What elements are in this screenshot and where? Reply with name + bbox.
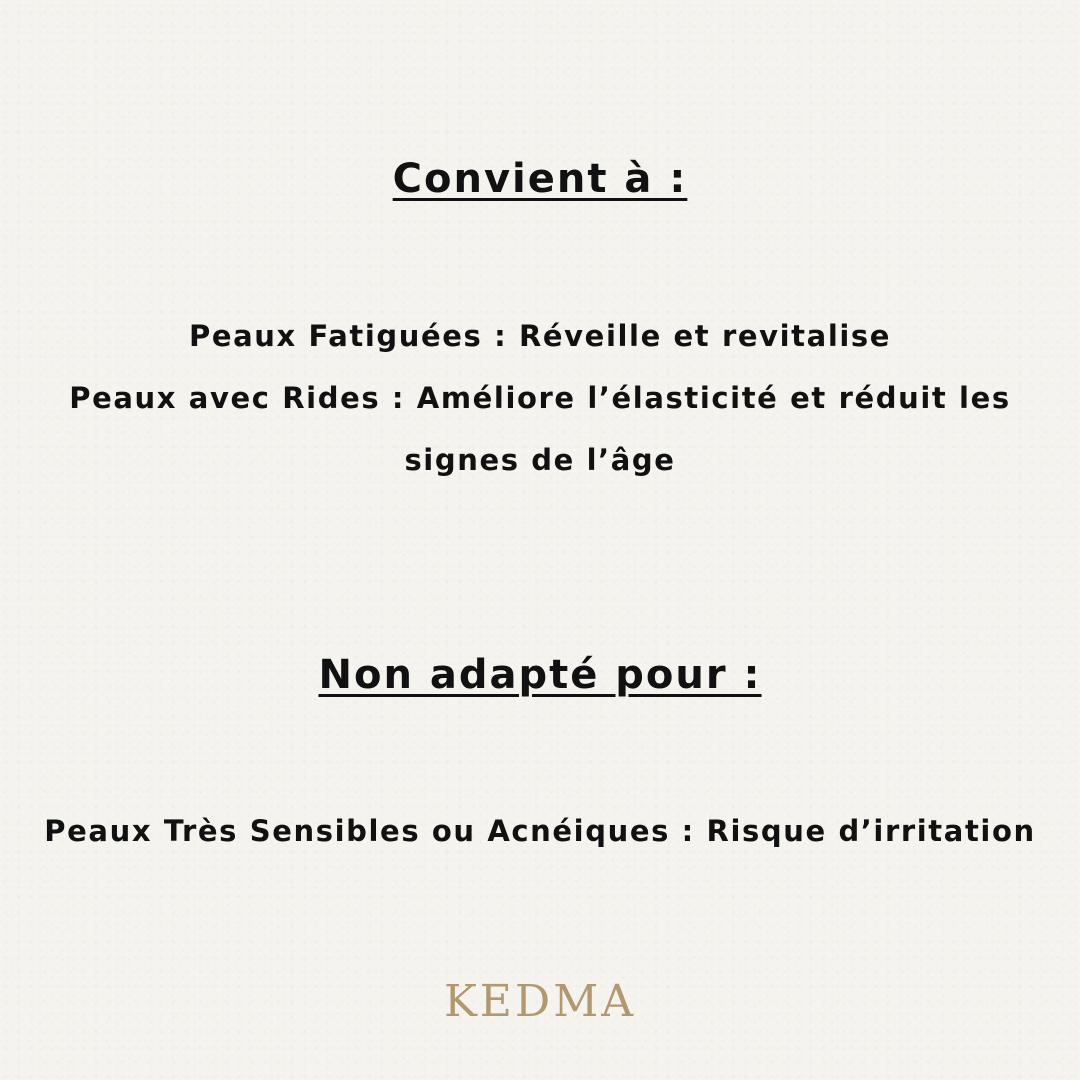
unsuitable-list (20, 800, 1060, 862)
suitable-list (20, 305, 1060, 491)
unsuitable-item-sensitive-skin: Peaux Très Sensibles ou Acnéiques : Risque d’irritation (44, 814, 1036, 848)
unsuitable-heading-text: Non adapté pour : (318, 652, 762, 698)
brand-logo: KEDMA (443, 976, 637, 1027)
suitable-heading-text: Convient à : (392, 156, 688, 202)
unsuitable-heading (0, 651, 1080, 699)
suitable-item-wrinkled-skin: Peaux avec Rides : Améliore l’élasticité et réduit les signes de l’âge (69, 381, 1011, 477)
suitable-item-tired-skin: Peaux Fatiguées : Réveille et revitalise (188, 319, 892, 353)
suitable-heading (0, 155, 1080, 203)
